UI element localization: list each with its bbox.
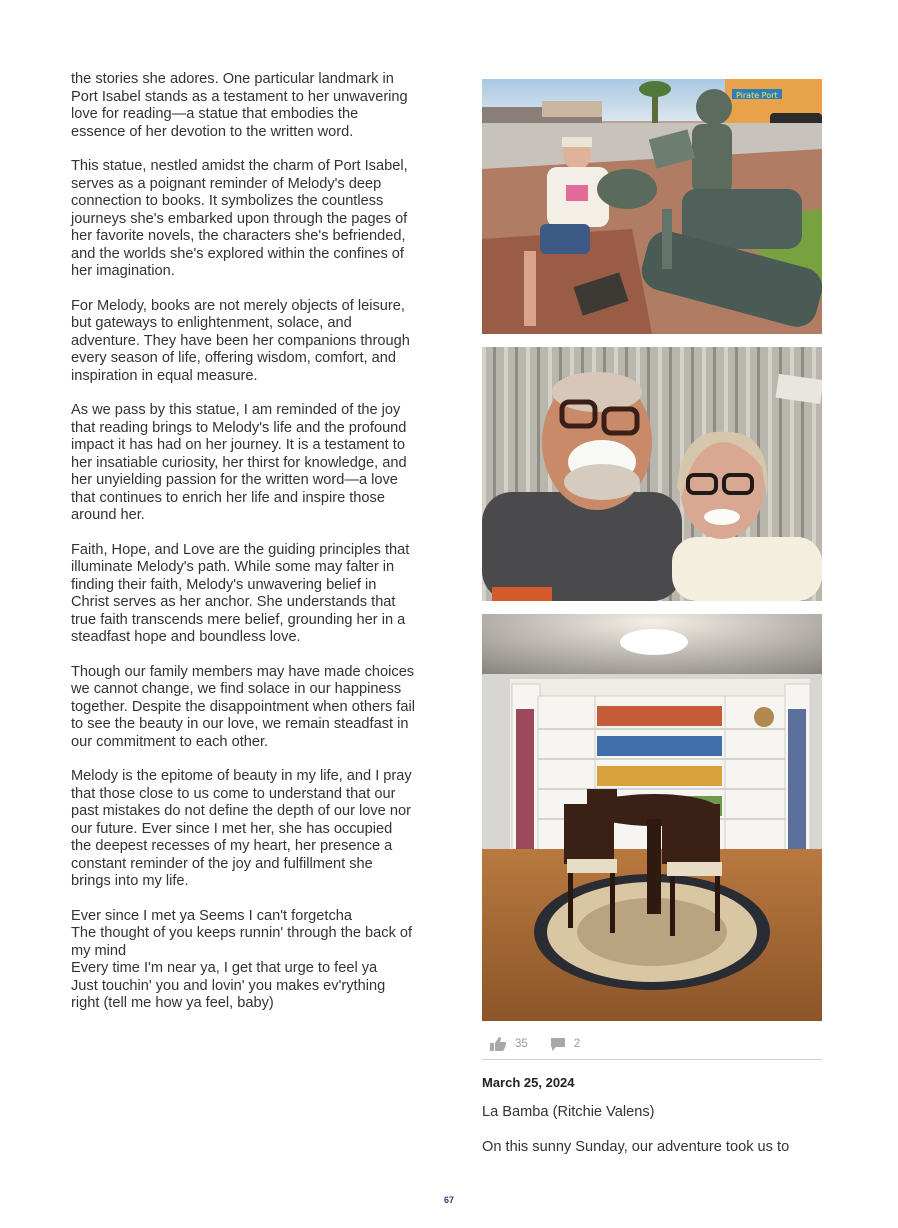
comment-reaction[interactable] — [550, 1037, 580, 1052]
story-paragraph: the stories she adores. One particular landmark in Port Isabel stands as a testament to her unwavering love for reading—a statue that embodies the essence of her devotion to the written word. — [71, 71, 408, 140]
story-text-column — [71, 71, 416, 1030]
story-paragraph: Melody is the epitome of beauty in my life, and I pray that those close to us come to understand that our past mistakes do not define the depth of our love nor our future. Ever since I met her, she has occupied the deepest recesses of my heart, her presence a constant reminder of the joy and fulfillment she brings into my life. — [71, 768, 412, 889]
comment-icon — [550, 1037, 566, 1052]
post-body-start: On this sunny Sunday, our adventure took us to — [482, 1139, 790, 1155]
statue-photo — [482, 79, 822, 334]
library-room-photo — [482, 614, 822, 1021]
song-lyrics: Ever since I met ya Seems I can't forgetcha The thought of you keeps runnin' through the back of my mind Every time I'm near ya, I get that urge to feel ya Just touchin' you and lovin' you makes ev'rything right (tell me how ya feel, baby) — [71, 907, 413, 1011]
story-paragraph: Faith, Hope, and Love are the guiding principles that illuminate Melody's path. While some may falter in finding their faith, Melody's unwavering belief in Christ serves as her anchor. She understands that true faith transcends mere belief, grounding her in a steadfast hope and boundless love. — [71, 541, 410, 645]
story-paragraph: Though our family members may have made choices we cannot change, we find solace in our happiness together. Despite the disappointment when others fail to see the beauty in our love, we remain steadfast in our commitment to each other. — [71, 663, 415, 750]
reactions-bar — [489, 1033, 602, 1055]
post-date: March 25, 2024 — [482, 1075, 575, 1090]
story-paragraph: For Melody, books are not merely objects of leisure, but gateways to enlightenment, solace, and adventure. They have been her companions through every season of life, offering wisdom, comfort, and inspiration in equal measure. — [71, 297, 410, 384]
like-count: 35 — [515, 1038, 528, 1050]
like-reaction[interactable] — [489, 1036, 528, 1052]
sign-text: Pirate Port — [736, 91, 778, 100]
comment-count: 2 — [573, 1038, 581, 1050]
thumbs-up-icon — [489, 1036, 507, 1052]
story-paragraph: This statue, nestled amidst the charm of Port Isabel, serves as a poignant reminder of Melody's deep connection to books. It symbolizes the countless journeys she's embarked upon through the pages of her favorite novels, the characters she's befriended, and the worlds she's explored within the confines of her imagination. — [71, 158, 408, 279]
page-number: 67 — [443, 1195, 454, 1205]
post-divider — [482, 1059, 822, 1060]
selfie-photo — [482, 347, 822, 601]
post-title: La Bamba (Ritchie Valens) — [482, 1104, 655, 1120]
story-paragraph: As we pass by this statue, I am reminded of the joy that reading brings to Melody's life and the profound impact it has had on her journey. It is a testament to her insatiable curiosity, her thirst for knowledge, and her unyielding passion for the written word—a love that continues to enrich her life and inspire those around her. — [71, 402, 407, 523]
